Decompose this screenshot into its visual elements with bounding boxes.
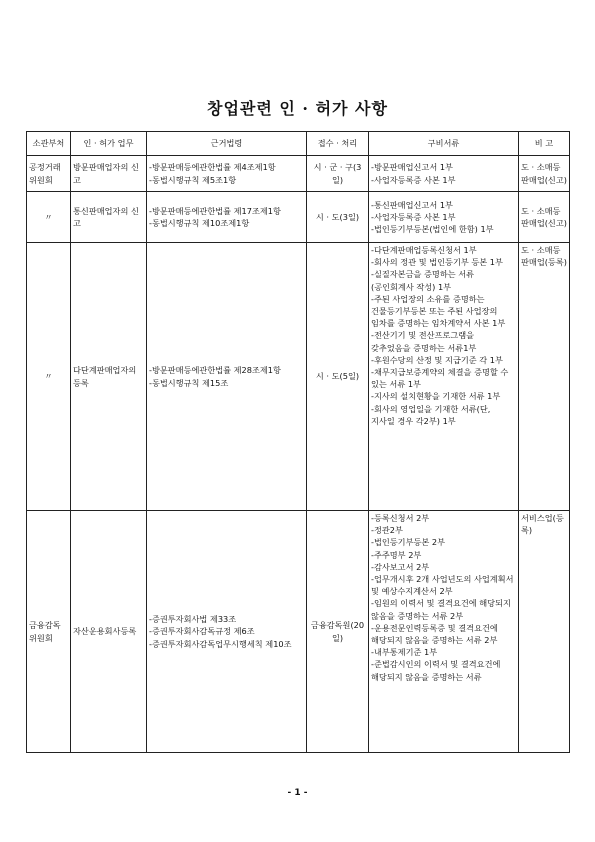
header-proc: 접수 · 처리 — [307, 132, 369, 156]
doc-line: -운용전문인력등록증 및 결격요건에 해당되지 않음을 증명하는 서류 2부 — [371, 622, 498, 646]
doc-line: -정관2부 — [371, 525, 403, 536]
header-note: 비 고 — [519, 132, 570, 156]
header-task: 인 · 허가 업무 — [71, 132, 147, 156]
cell-note: 도 · 소매등 판매업(신고) — [519, 192, 570, 243]
cell-docs — [369, 511, 519, 753]
law-line: -방문판매등에관한법률 제28조제1항 — [149, 365, 281, 376]
doc-line: -법인등기부등본(법인에 한함) 1부 — [371, 224, 494, 235]
cell-law — [147, 192, 307, 243]
law-line: -동법시행규칙 제5조1항 — [149, 174, 237, 185]
law-line: -동법시행규칙 제10조제1항 — [149, 218, 250, 228]
doc-line: -후원수당의 산정 및 지급기준 각 1부 — [371, 354, 503, 365]
doc-line: -준법감시인의 이력서 및 결격요건에 해당되지 않음을 증명하는 서류 — [371, 659, 501, 682]
cell-dept: 금융감독위원회 — [27, 511, 71, 753]
cell-law — [147, 511, 307, 753]
doc-line: -방문판매업신고서 1부 — [371, 162, 453, 173]
page-number: - 1 - — [287, 788, 308, 798]
cell-task: 자산운용회사등록 — [71, 511, 147, 753]
law-line: -방문판매등에관한법률 제17조제1항 — [149, 205, 281, 216]
cell-note: 도 · 소매등 판매업(신고) — [519, 156, 570, 192]
cell-note: 도 · 소매등 판매업(등록) — [519, 243, 570, 511]
doc-line: -업무개시후 2개 사업년도의 사업계획서 및 예상수지계산서 2부 — [371, 574, 514, 597]
cell-proc: 시 · 군 · 구(3일) — [307, 156, 369, 192]
doc-line: -전산기기 및 전산프로그램을 갖추었음을 증명하는 서류1부 — [371, 330, 477, 353]
table-row — [27, 511, 570, 753]
law-line: -증권투자회사감독업무시행세칙 제10조 — [149, 638, 292, 649]
header-docs: 구비서류 — [369, 132, 519, 156]
cell-law — [147, 243, 307, 511]
header-law: 근거법령 — [147, 132, 307, 156]
law-line: -동법시행규칙 제15조 — [149, 377, 229, 388]
cell-docs — [369, 192, 519, 243]
law-line: -증권투자회사감독규정 제6조 — [149, 626, 255, 637]
doc-line: -지사의 설치현황을 기재한 서류 1부 — [371, 391, 501, 402]
doc-line: -내부통제기준 1부 — [371, 647, 438, 658]
cell-task: 방문판매업자의 신고 — [71, 156, 147, 192]
doc-line: -실질자본금을 증명하는 서류(공인회계사 작성) 1부 — [371, 269, 475, 292]
doc-line: -사업자등록증 사본 1부 — [371, 211, 456, 222]
doc-line: -다단계판매업등록신청서 1부 — [371, 245, 477, 255]
cell-docs — [369, 156, 519, 192]
cell-dept: 공정거래위원회 — [27, 156, 71, 192]
doc-line: -사업자등록증 사본 1부 — [371, 174, 456, 185]
doc-line: -회사의 정관 및 법인등기부 등본 1부 — [371, 257, 503, 268]
cell-proc: 시 · 도(3일) — [307, 192, 369, 243]
doc-line: -임원의 이력서 및 결격요건에 해당되지 않음을 증명하는 서류 2부 — [371, 598, 511, 621]
doc-line: -등록신청서 2부 — [371, 513, 430, 523]
cell-law — [147, 156, 307, 192]
cell-dept: 〃 — [27, 192, 71, 243]
permit-table — [26, 131, 570, 753]
doc-line: -감사보고서 2부 — [371, 561, 430, 572]
law-line: -방문판매등에관한법률 제4조제1항 — [149, 162, 276, 173]
law-line: -증권투자회사법 제33조 — [149, 614, 237, 625]
cell-note: 서비스업(등록) — [519, 511, 570, 753]
cell-task: 통신판매업자의 신고 — [71, 192, 147, 243]
cell-proc: 시 · 도(5일) — [307, 243, 369, 511]
doc-line: -통신판매업신고서 1부 — [371, 199, 453, 210]
page-title: 창업관련 인 · 허가 사항 — [207, 99, 388, 118]
table-row — [27, 192, 570, 243]
table-row — [27, 156, 570, 192]
cell-proc: 금융감독원(20일) — [307, 511, 369, 753]
cell-docs — [369, 243, 519, 511]
doc-line: -주된 사업장의 소유를 증명하는 건물등기부등본 또는 주된 사업장의 임차를 증명하는 임차계약서 사본 1부 — [371, 293, 506, 329]
cell-task: 다단계판매업자의 등록 — [71, 243, 147, 511]
header-dept: 소관부처 — [27, 132, 71, 156]
doc-line: -법인등기부등본 2부 — [371, 537, 446, 548]
cell-dept: 〃 — [27, 243, 71, 511]
table-row — [27, 243, 570, 511]
table-header-row — [27, 132, 570, 156]
doc-line: -회사의 영업일을 기재한 서류(단, 지사일 경우 각2부) 1부 — [371, 403, 491, 426]
doc-line: -주주명부 2부 — [371, 549, 422, 560]
doc-line: -채무지급보증계약의 체결을 증명할 수 있는 서류 1부 — [371, 367, 509, 390]
